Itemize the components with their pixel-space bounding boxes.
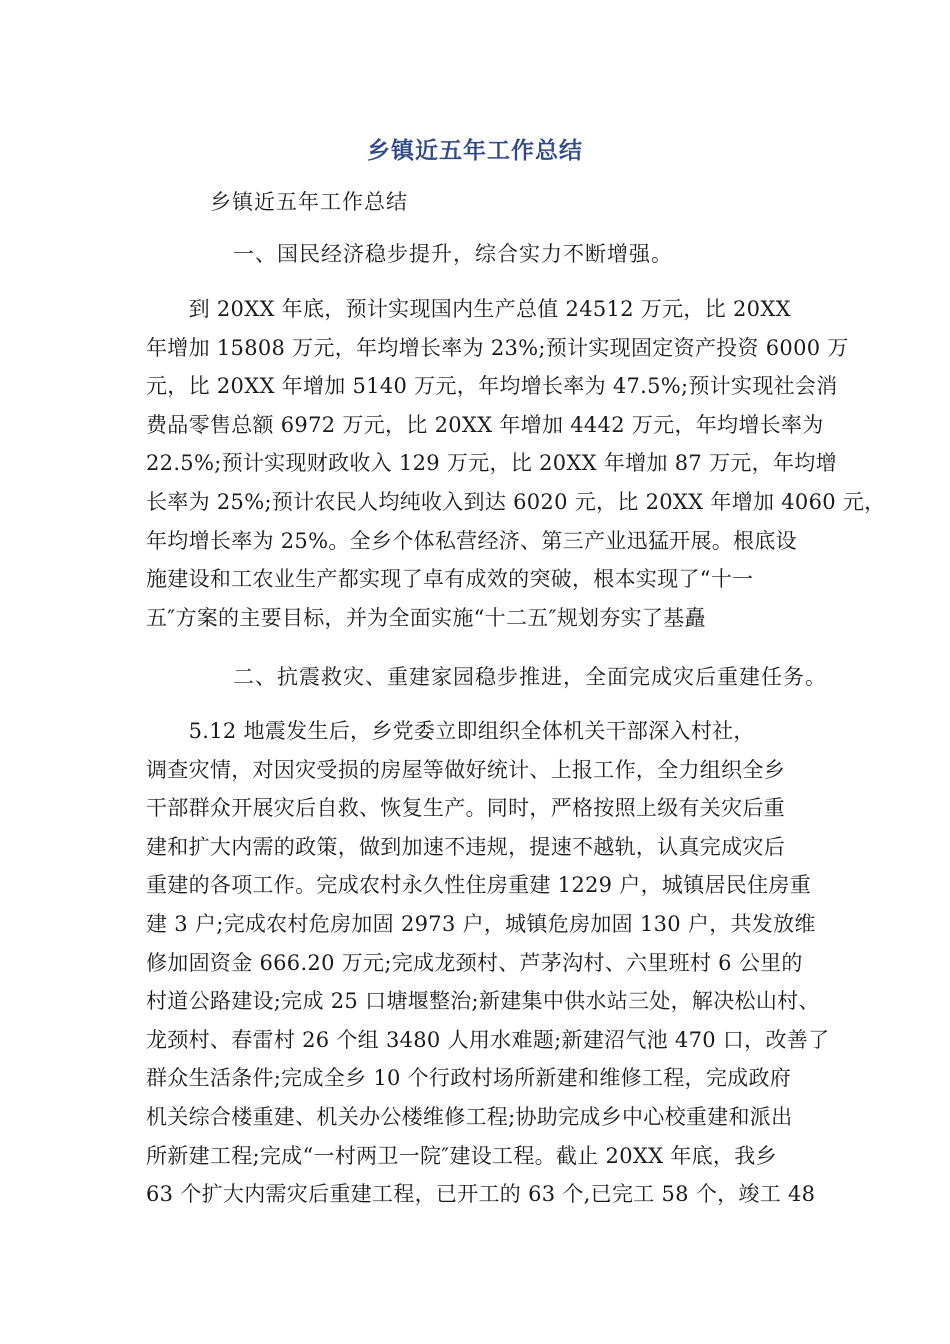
paragraph-line: 五″方案的主要目标，并为全面实施“十二五″规划夯实了基矗 [146, 605, 706, 630]
paragraph-line: 5.12 地震发生后，乡党委立即组织全体机关干部深入村社， [146, 719, 755, 743]
paragraph-line: 年增加 15808 万元，年均增长率为 23%;预计实现固定资产投资 6000 万 [146, 335, 849, 360]
section-1-paragraph [146, 290, 886, 637]
paragraph-line: 重建的各项工作。完成农村永久性住房重建 1229 户，城镇居民住房重 [146, 873, 811, 898]
paragraph-line: 费品零售总额 6972 万元，比 20XX 年增加 4442 万元，年均增长率为 [146, 412, 824, 437]
paragraph-line: 所新建工程;完成“一村两卫一院″建设工程。截止 20XX 年底，我乡 [146, 1143, 777, 1168]
section-2-paragraph [146, 712, 830, 1214]
paragraph-line: 龙颈村、春雷村 26 个组 3480 人用水难题;新建沼气池 470 口，改善了 [146, 1027, 830, 1052]
paragraph-line: 群众生活条件;完成全乡 10 个行政村场所新建和维修工程，完成政府 [146, 1066, 792, 1091]
section-1-heading: 一、国民经济稳步提升，综合实力不断增强。 [233, 242, 673, 266]
paragraph-line: 年均增长率为 25%。全乡个体私营经济、第三产业迅猛开展。根底设 [146, 528, 797, 553]
document-subtitle: 乡镇近五年工作总结 [210, 190, 408, 214]
paragraph-line: 村道公路建设;完成 25 口塘堰整治;新建集中供水站三处，解决松山村、 [146, 989, 820, 1014]
paragraph-line: 22.5%;预计实现财政收入 129 万元，比 20XX 年增加 87 万元，年均增 [146, 451, 837, 476]
paragraph-line: 调查灾情，对因灾受损的房屋等做好统计、上报工作，全力组织全乡 [146, 757, 785, 782]
paragraph-line: 63 个扩大内需灾后重建工程，已开工的 63 个,已完工 58 个，竣工 48 [146, 1182, 816, 1207]
paragraph-line: 建 3 户;完成农村危房加固 2973 户，城镇危房加固 130 户，共发放维 [146, 911, 816, 936]
document-title: 乡镇近五年工作总结 [367, 138, 583, 164]
paragraph-line: 施建设和工农业生产都实现了卓有成效的突破，根本实现了“十一 [146, 567, 754, 592]
section-2-heading: 二、抗震救灾、重建家园稳步推进，全面完成灾后重建任务。 [233, 665, 827, 689]
paragraph-line: 元，比 20XX 年增加 5140 万元，年均增长率为 47.5%;预计实现社会消 [146, 374, 838, 399]
paragraph-line: 到 20XX 年底，预计实现国内生产总值 24512 万元，比 20XX [146, 297, 791, 321]
paragraph-line: 长率为 25%;预计农民人均纯收入到达 6020 元，比 20XX 年增加 4060 元， [146, 489, 886, 514]
paragraph-line: 修加固资金 666.20 万元;完成龙颈村、芦茅沟村、六里班村 6 公里的 [146, 950, 803, 975]
paragraph-line: 干部群众开展灾后自救、恢复生产。同时，严格按照上级有关灾后重 [146, 796, 785, 821]
paragraph-line: 建和扩大内需的政策，做到加速不违规，提速不越轨，认真完成灾后 [146, 834, 785, 859]
paragraph-line: 机关综合楼重建、机关办公楼维修工程;协助完成乡中心校重建和派出 [146, 1104, 793, 1129]
